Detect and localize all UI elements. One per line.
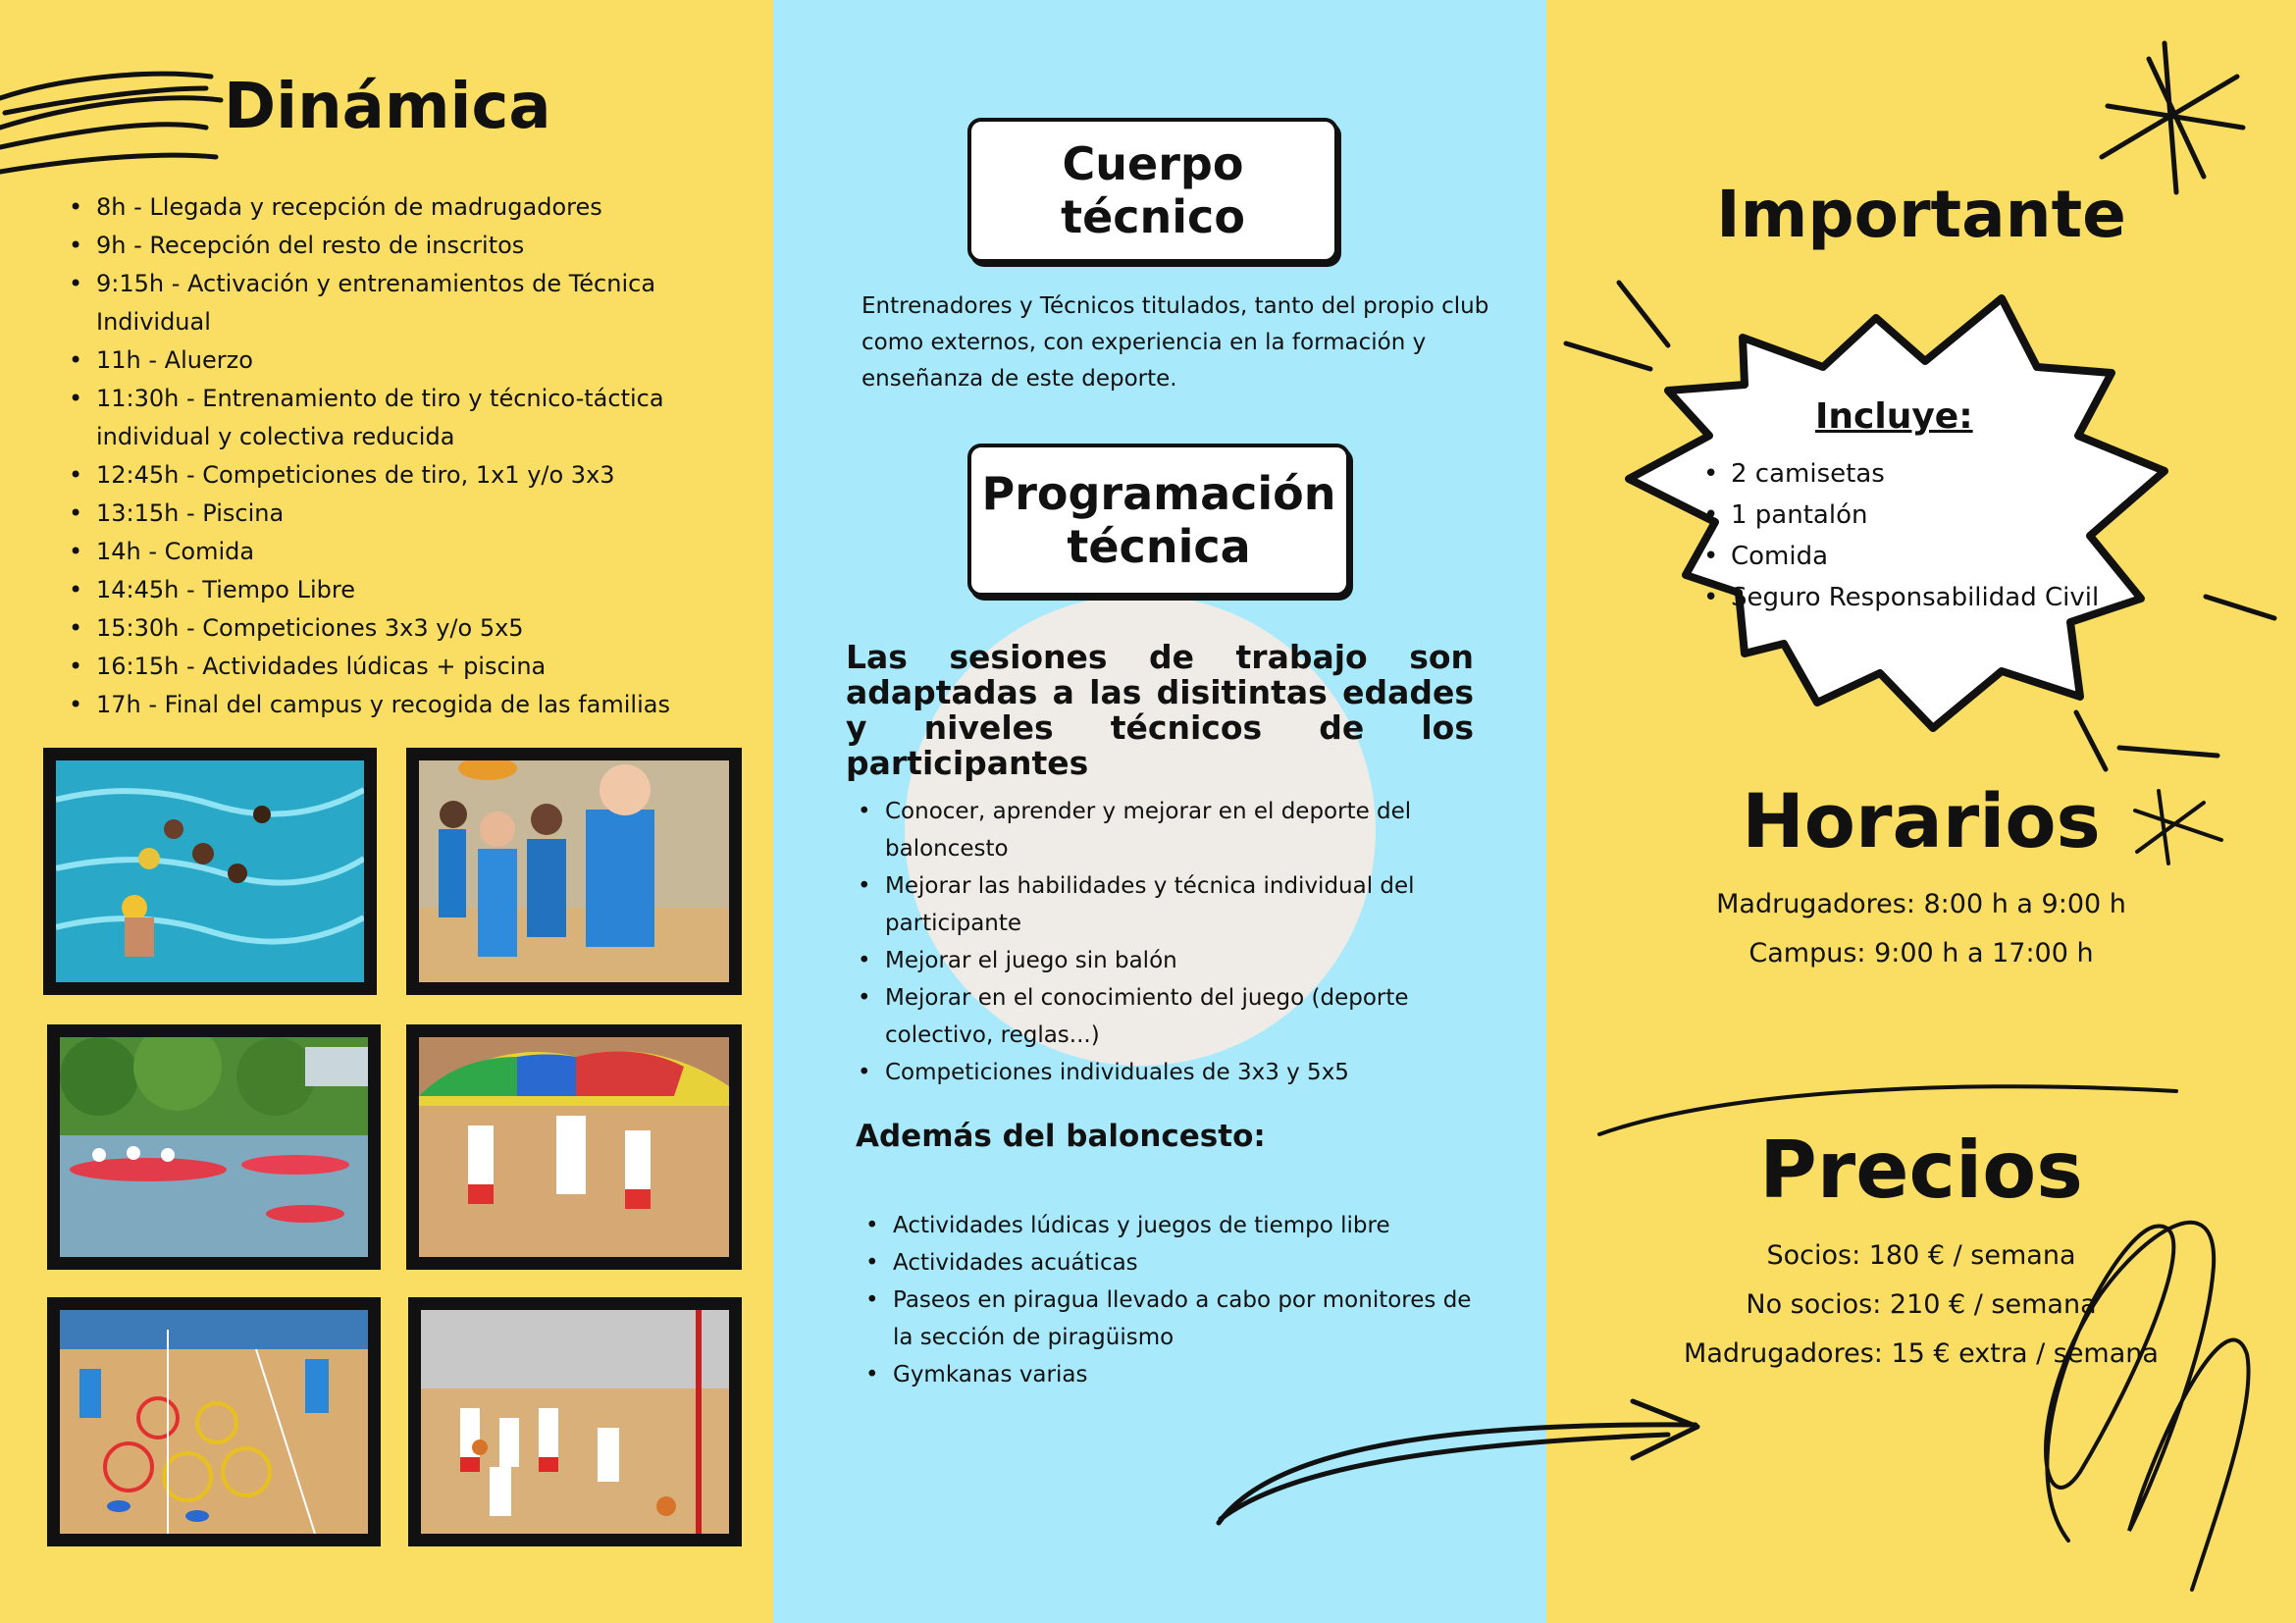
list-item: • Conocer, aprender y mejorar en el deporte del baloncesto <box>854 793 1482 867</box>
horarios-title: Horarios <box>1742 777 2101 864</box>
list-item: • Seguro Responsabilidad Civil <box>1699 577 2112 618</box>
list-item: • Actividades lúdicas y juegos de tiempo libre <box>861 1207 1489 1244</box>
list-item: • 2 camisetas <box>1699 453 2112 495</box>
list-item: • 9h - Recepción del resto de inscritos <box>65 227 752 265</box>
price-line: Socios: 180 € / semana <box>1766 1240 2076 1271</box>
swirl-doodle <box>2046 1223 2249 1590</box>
list-item: • 1 pantalón <box>1699 495 2112 536</box>
horario-line: Madrugadores: 8:00 h a 9:00 h <box>1716 889 2126 919</box>
cuerpo-tecnico-text: Entrenadores y Técnicos titulados, tanto del propio club como externos, con experiencia en la formación y enseñanza de este deporte. <box>861 293 1489 392</box>
list-item: • 9:15h - Activación y entrenamientos de Técnica Individual <box>65 265 752 341</box>
extras-title: Además del baloncesto: <box>856 1119 1266 1154</box>
programacion-title-line2: técnica <box>1067 520 1251 573</box>
star-doodle-icon <box>2102 43 2243 192</box>
list-item: • 17h - Final del campus y recogida de las familias <box>65 686 752 724</box>
cuerpo-tecnico-title-line1: Cuerpo <box>1062 137 1244 190</box>
list-item: • 15:30h - Competiciones 3x3 y/o 5x5 <box>65 609 752 648</box>
list-item: • Mejorar en el conocimiento del juego (deporte colectivo, reglas...) <box>854 979 1482 1054</box>
includes-list <box>1699 453 2112 618</box>
list-item: • Paseos en piragua llevado a cabo por monitores de la sección de piragüismo <box>861 1282 1489 1356</box>
list-item: • 16:15h - Actividades lúdicas + piscina <box>65 648 752 686</box>
list-item: • Mejorar el juego sin balón <box>854 942 1482 979</box>
list-item: • 8h - Llegada y recepción de madrugadores <box>65 188 752 227</box>
list-item: • 11h - Aluerzo <box>65 341 752 380</box>
includes-title: Incluye: <box>1815 396 1973 437</box>
horario-line: Campus: 9:00 h a 17:00 h <box>1748 938 2094 969</box>
important-title: Importante <box>1716 177 2126 252</box>
list-item: • 11:30h - Entrenamiento de tiro y técnico-táctica individual y colectiva reducida <box>65 380 752 456</box>
price-line: Madrugadores: 15 € extra / semana <box>1684 1338 2159 1369</box>
list-item: • Mejorar las habilidades y técnica individual del participante <box>854 867 1482 942</box>
list-item: • 14h - Comida <box>65 533 752 571</box>
list-item: • Comida <box>1699 536 2112 577</box>
programacion-lead: Las sesiones de trabajo son adaptadas a las disitintas edades y niveles técnicos de los participantes <box>846 638 1474 782</box>
list-item: • 13:15h - Piscina <box>65 495 752 533</box>
cuerpo-tecnico-title-line2: técnico <box>1061 190 1245 243</box>
list-item: • Actividades acuáticas <box>861 1244 1489 1282</box>
precios-title: Precios <box>1759 1125 2083 1216</box>
list-item: • 14:45h - Tiempo Libre <box>65 571 752 609</box>
price-line: No socios: 210 € / semana <box>1746 1289 2097 1320</box>
programacion-title-line1: Programación <box>981 467 1336 520</box>
arrow-icon <box>1219 1401 1697 1523</box>
list-item: • 12:45h - Competiciones de tiro, 1x1 y/o 3x3 <box>65 456 752 495</box>
list-item: • Competiciones individuales de 3x3 y 5x5 <box>854 1054 1482 1091</box>
dinamica-title: Dinámica <box>224 71 551 143</box>
list-item: • Gymkanas varias <box>861 1356 1489 1393</box>
